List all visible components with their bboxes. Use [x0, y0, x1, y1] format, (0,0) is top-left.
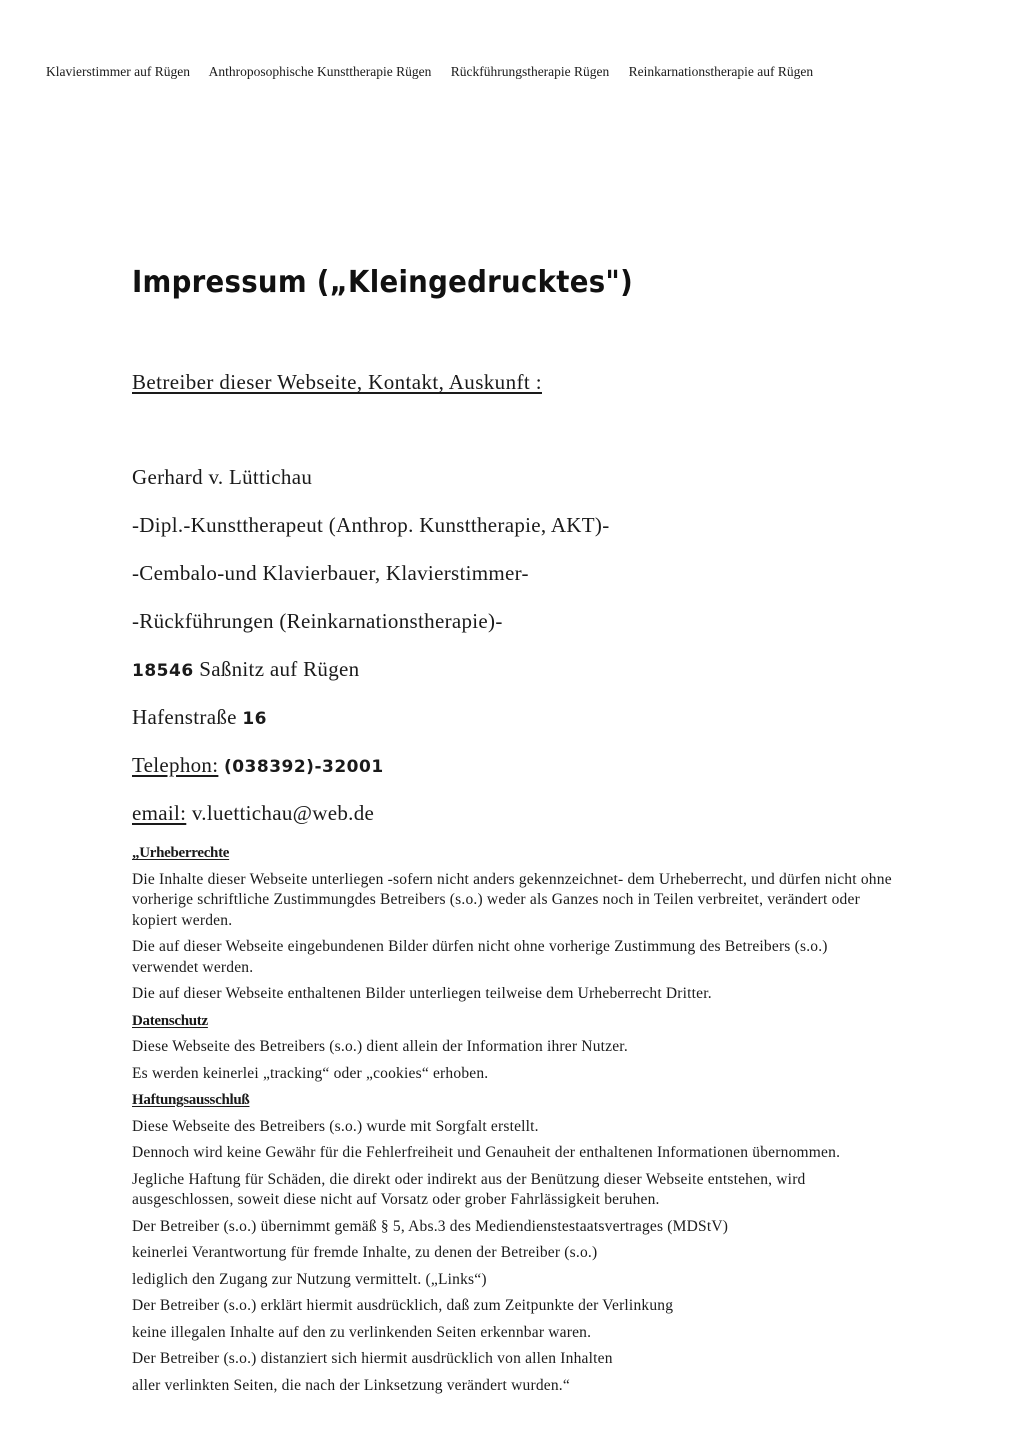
privacy-paragraph: Es werden keinerlei „tracking“ oder „cookies“ erhoben.	[132, 1064, 489, 1082]
liability-paragraph: aller verlinkten Seiten, die nach der Linksetzung verändert wurden.“	[132, 1376, 570, 1394]
email-label: email:	[132, 801, 187, 825]
liability-heading: Haftungsausschluß	[132, 1092, 250, 1108]
legal-notice	[132, 843, 892, 1402]
operator-heading: Betreiber dieser Webseite, Kontakt, Auskunft :	[132, 370, 542, 394]
liability-paragraph: keine illegalen Inhalte auf den zu verlinkenden Seiten erkennbar waren.	[132, 1323, 592, 1341]
contact-city-line	[132, 657, 610, 705]
contact-name: Gerhard v. Lüttichau	[132, 465, 313, 489]
copyright-paragraph: Die Inhalte dieser Webseite unterliegen -sofern nicht anders gekennzeichnet- dem Urheberrecht, und dürfen nicht ohne vorherige schriftliche Zustimmungdes Betreibers (s.o.) weder als Ganzes noch in Teilen verbreitet, verändert oder kopiert werden.	[132, 870, 892, 929]
copyright-paragraph: Die auf dieser Webseite eingebundenen Bilder dürfen nicht ohne vorherige Zustimmung des Betreibers (s.o.) verwendet werden.	[132, 938, 828, 976]
liability-paragraph: Der Betreiber (s.o.) erklärt hiermit ausdrücklich, daß zum Zeitpunkte der Verlinkung	[132, 1297, 674, 1314]
privacy-heading: Datenschutz	[132, 1012, 208, 1029]
contact-role-art-therapist: -Dipl.-Kunsttherapeut (Anthrop. Kunsttherapie, AKT)-	[132, 513, 610, 537]
contact-street-line	[132, 705, 610, 753]
top-navigation	[46, 64, 984, 80]
page-title: Impressum („Kleingedrucktes")	[132, 265, 633, 300]
contact-role-piano-builder: -Cembalo-und Klavierbauer, Klavierstimmer-	[132, 561, 529, 585]
contact-block	[132, 465, 610, 849]
house-number: 16	[242, 709, 267, 729]
liability-paragraph: Der Betreiber (s.o.) übernimmt gemäß § 5, Abs.3 des Mediendienstestaatsvertrages (MDStV)	[132, 1217, 729, 1235]
street: Hafenstraße	[132, 705, 237, 729]
nav-link-rueckfuehrungstherapie[interactable]: Rückführungstherapie Rügen	[450, 64, 610, 79]
email-link[interactable]: v.luettichau@web.de	[191, 801, 375, 825]
liability-paragraph: Diese Webseite des Betreibers (s.o.) wurde mit Sorgfalt erstellt.	[132, 1117, 539, 1135]
liability-paragraph: Der Betreiber (s.o.) distanziert sich hiermit ausdrücklich von allen Inhalten	[132, 1350, 613, 1367]
nav-link-klavierstimmer[interactable]: Klavierstimmer auf Rügen	[46, 64, 190, 79]
privacy-paragraph: Diese Webseite des Betreibers (s.o.) dient allein der Information ihrer Nutzer.	[132, 1038, 628, 1055]
contact-role-regression: -Rückführungen (Reinkarnationstherapie)-	[132, 609, 503, 633]
contact-phone-line	[132, 753, 610, 801]
copyright-heading: „Urheberrechte	[132, 845, 230, 861]
postal-code: 18546	[132, 661, 194, 681]
main-content	[132, 262, 892, 1394]
nav-link-reinkarnationstherapie[interactable]: Reinkarnationstherapie auf Rügen	[628, 64, 814, 79]
liability-paragraph: Dennoch wird keine Gewähr für die Fehlerfreiheit und Genauheit der enthaltenen Informationen übernommen.	[132, 1144, 841, 1161]
liability-paragraph: lediglich den Zugang zur Nutzung vermittelt. („Links“)	[132, 1270, 487, 1288]
copyright-paragraph: Die auf dieser Webseite enthaltenen Bilder unterliegen teilweise dem Urheberrecht Dritter.	[132, 985, 712, 1002]
liability-paragraph: keinerlei Verantwortung für fremde Inhalte, zu denen der Betreiber (s.o.)	[132, 1244, 598, 1261]
city: Saßnitz auf Rügen	[199, 657, 360, 681]
phone-label: Telephon:	[132, 753, 219, 777]
nav-link-kunsttherapie[interactable]: Anthroposophische Kunsttherapie Rügen	[208, 64, 432, 79]
phone-number: (038392)-32001	[223, 757, 384, 777]
contact-email-line	[132, 801, 610, 849]
liability-paragraph: Jegliche Haftung für Schäden, die direkt oder indirekt aus der Benützung dieser Webseite entstehen, wird ausgeschlossen, soweit diese nicht auf Vorsatz oder grober Fahrlässigkeit beruhen.	[132, 1170, 806, 1208]
